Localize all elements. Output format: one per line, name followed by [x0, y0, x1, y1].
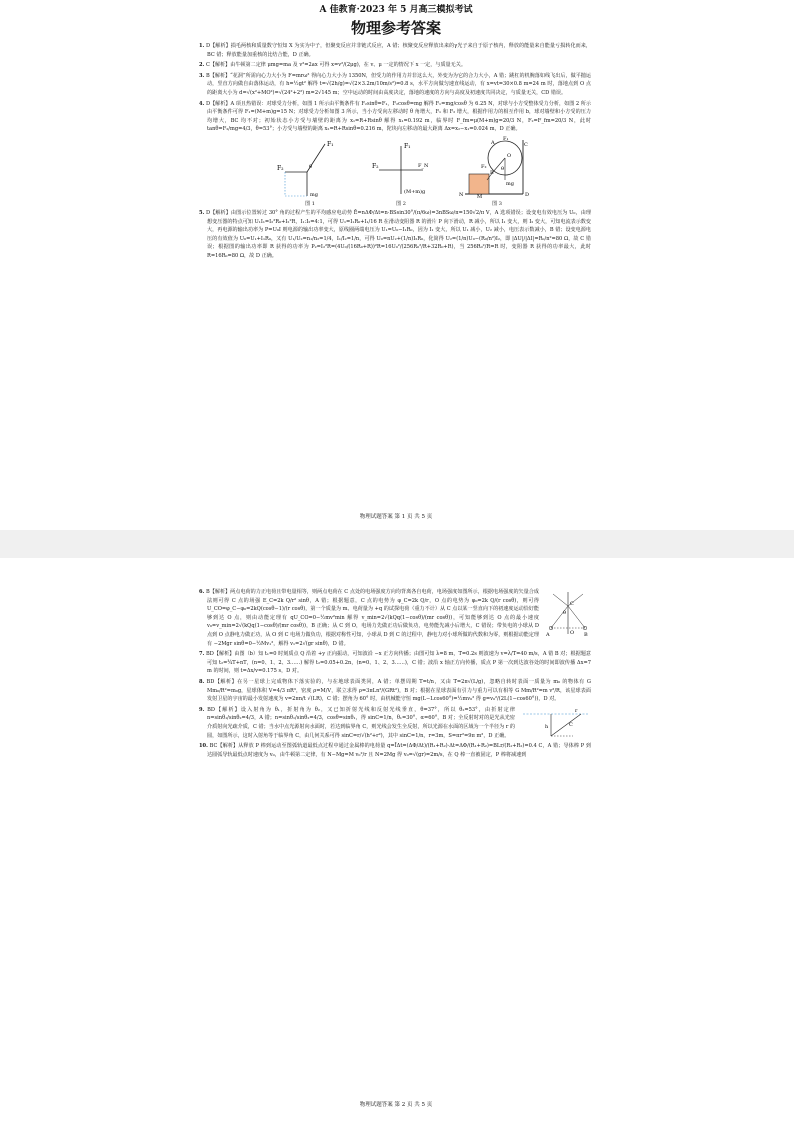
answer-text: D【解析】由图示位置转过 30° 角的过程产生的平均感应电动势 Ē=nΔΦ/Δt=n·BSsin30°/(π/6ω)=3nBSω/π=150√2/π V，A 选项错误；设变电有效电压为 U₀，由理想变压器的特点可知 U₁I₁=I₂²R₀+I₂²R，I₁:I₂=4:1，可得 U₁=I₁R₀+I₁/16 R 在滑动变阻器 R 的滑片 P 向下滑动，R 减小，所以 I₁ 变大，则 I₂ 变大，可知电流表示数变大，再电源的输出功率为 P=U₀I 则电源的输出功率变大，原线圈两端电压为 U₁=U₀−I₁R₀，因为 I₁ 变大，所以 U₁ 减小，U₂ 减小，电压表示数减小，B 错；设变电源电压的有效值为 U₀=U₁+I₁R₀，又有 U₁/U₂=n₁/n₂=1/4，I₁/I₂=1/n，可得 U₀=nU₂+(1/n)I₂R₀，化简得 U₂=(1/n)U₀−(R₀/n²)I₂，即 |ΔU|/|ΔI|=R₀/n²=80 Ω，故 C 错误；根据图的输出功率即 R 获得的功率为 P₂=I₂²R=(4U₀/(16R₀+R))²R=16U₀²/(256R₀²/R+32R₀+R)，当 256R₀²/R=R 时，变阻器 R 获得的功率最大，此时 R=16R₀=80 Ω，故 D 正确。	[206, 209, 591, 259]
label-d: D	[525, 191, 530, 198]
force-diagrams	[207, 136, 605, 207]
page-title: 物理参考答案	[350, 19, 441, 37]
answer-item	[199, 72, 591, 98]
label-f2: F₂	[372, 162, 379, 170]
answer-number: 2.	[199, 62, 205, 69]
answer-item	[199, 588, 591, 648]
answer-item	[199, 209, 591, 261]
label-o: O	[570, 630, 575, 636]
label-m: M	[477, 193, 483, 200]
answer-page-1	[187, 0, 605, 530]
label-mg: mg	[310, 191, 318, 198]
page-separator	[0, 530, 794, 558]
figure-3	[457, 136, 537, 207]
label-b: B	[490, 169, 494, 176]
answer-number: 6.	[199, 589, 205, 595]
answer-number: 5.	[199, 209, 205, 216]
answer-number: 10.	[199, 743, 208, 750]
answer-item	[199, 100, 592, 134]
answer-text: BC【解析】从释放 P 棒到运动至图弧轨道最低点过程中通过金属棒的电荷量 q=ĪΔt=(ΔΦ/Δt)/(R₁+R₂)·Δt=ΔΦ/(R₁+R₂)=BLr/(R₁+R₂)=0.4 C，A 错；导体棒 P 到达圆弧导轨最低点时速度为 v₀，由牛顿第二定律，有 N−Mg=M v₀²/r 且 N=2Mg 得 v₀=√(gr)=2m/s，在 Q 棒一直被固定，P 棒将减速到	[207, 743, 591, 758]
answer-number: 8.	[199, 678, 205, 685]
answer-number: 7.	[199, 651, 205, 658]
force-diagram-2	[371, 138, 431, 200]
answer-page-2	[187, 558, 605, 1118]
label-b: B	[584, 632, 588, 638]
answer-text: B【解析】“花洞”所需向心力大小为 F=mrω² 得向心力大小为 1350N，但受力的作用力并非这么大，外变为为它的合力大小，A 错；跳杠的机腕落如线飞出后，做平抛运动，竖直方向做自由落体运动，有 h=½gt² 解得 t=√(2h/g)=√(2×3.2m/10m/s²)=0.8 s，水平方向做匀速直线运动，有 x=vt=30×0.8 m=24 m 时，落地点到 O 点的距离大小为 d=√(x²+MO²)=√(24²+2²) m=2√145 m；空中运动的时间由高度决定，落地的速度的方向与高度及初速度共同决定，与质量无关，CD 错误。	[205, 72, 591, 96]
label-theta: θ	[563, 610, 567, 616]
label-n: N	[459, 191, 464, 198]
answer-text: C【解析】由牛顿第二定律 μmg=ma 及 v²=2ax 可得 x=v²/(2μg)，在 v、μ 一定的情况下 x 一定，与质量无关。	[205, 62, 466, 69]
wall-block-diagram	[457, 136, 537, 200]
label-c: C	[570, 601, 574, 607]
answer-item	[199, 650, 592, 676]
answer-item	[199, 61, 591, 70]
figure-caption: 图 3	[492, 200, 502, 207]
figure-1	[275, 138, 345, 207]
answer-number: 3.	[199, 72, 205, 79]
exam-header: A 佳教育·2023 年 5 月高三模拟考试	[319, 5, 473, 15]
figure-caption: 图 1	[305, 200, 315, 207]
page-footer: 物理试题答案 第 2 页 共 5 页	[359, 1102, 433, 1108]
label-mg: mg	[506, 180, 514, 187]
answer-text: B【解析】两点电荷的力正电荷且带电量相等，则两点电荷在 C 点处的电场强度方向均背离各自电荷，电场强度如图所示，根据电场强度的矢量合成法则可得 C 点的场强 E_C=2k Q/r² sinθ，A 错；根据题意，C 点的电势为 φ_C=2k Q/r，O 点的电势为 φ₀=2k Q/(r cosθ)，则可得 U_CO=φ_C−φ₀=2kQ(cosθ−1)/(r cosθ)，第一个质量为 m、电荷量为 +q 的试探电荷（重力不计）从 C 点以某一竖直向下的初速度运动恰好能够到达 O 点，则由动能定理有 qU_CO=0−½mv²min 解得 v_min=2√(kQq(1−cosθ)/(mr cosθ))，可知能够到达 O 点的最小速度 v₀=v_min=2√(kQq(1−cosθ)/(mr cosθ))，B 正确；从 C 到 O，电场力先做正功后做负功，电势能先减小后增大，C 错误；带负电的小球从 D 点到 O 点静电力做正功，从 O 到 C 电场力做负功，根据对称性可知，小球从 D 到 C 的过程中，静电力对小球所做的代数和为零，则根据动能定理有 −2Mgr sinθ=0−½Mv₁²，解得 v₁=2√(gr sinθ)，D 错。	[205, 589, 539, 647]
label-a: A	[491, 139, 495, 146]
label-f2: F₂	[481, 163, 487, 170]
label-f2: F₂	[277, 164, 284, 172]
answer-item	[199, 742, 591, 759]
label-r: r	[575, 707, 578, 714]
label-fn: F_N	[418, 162, 429, 169]
answer-number: 9.	[199, 706, 205, 713]
label-c: C	[524, 141, 528, 148]
label-f1: F₁	[327, 140, 334, 148]
answer-text: D【解析】损毛两核和质量数守恒知 X 为实为中子，但聚变反应并非链式反应，A 错；核聚变反应释放出来的γ光子来自于原子核内，释放的能量来自能量亏损转化而来，BC 错；释放能量加重核的比结合能，D 正确。	[206, 43, 592, 58]
answer-text: BD【解析】由图（b）知 t₁=0 时刻质点 Q 沿着 +y 正向振动，可知波沿 −x 正方向传播；由图可知 λ=8 m，T=0.2s 则波速为 v=λ/T=40 m/s，A 错 B 对；根据题意可知 t₂=¾T+nT，(n=0、1、2、3……) 解得 t₂=0.05+0.2n，(n=0、1、2、3……)，C 错；波沿 x 轴正方向传播，质点 P 第一次到达波谷处的时间即波传播 Δx=7 m 的时间，则 t=Δx/v=0.175 s，D 对。	[205, 651, 592, 675]
figure-caption: 图 2	[396, 200, 406, 207]
label-theta: θ	[501, 165, 505, 172]
answer-text: D【解析】A 项且热错误：对球受力分析，如图 1 所示由平衡条件有 F₂sinθ=F₁，F₂cosθ=mg 解得 F₁=mg/cosθ 为 6.25 N，对球与小方受整体受力分析，如图 2 所示由平衡条件可得 F₁=(M+m)g=15 N；对球受力分析如图 3 所示，当小方受向左移动时 θ 角增大，F₁ 和 F₂ 增大，根据作用力的相互作用 b，球对墙壁和小方受的压力均增大，BC 均不对；初始状态小方受与墙壁的距离为 x₁=R+Rsinθ 解得 x₁=0.192 m，临界时 F_fm=μ(M+m)g=20/3 N，F₂=F_fm=20/3 N，此时 tanθ=F₂/mg=4/3，θ=53°；小方受与墙壁的距离 x₂=R+Rsinθ=0.216 m，陀块向左移动的最大距离 Δx=x₂−x₁=0.024 m，D 正确。	[205, 100, 592, 133]
label-total-weight: (M+m)g	[404, 188, 426, 195]
label-f1: F₁	[503, 135, 509, 142]
answer-text: BD【解析】设入射角为 θ₁，折射角为 θ₂，又已知折射光线和反射光线垂直，θ=37°，所以 θ₂=53°，由折射定律 n=sinθ₁/sinθ₂=4/3，A 错；n=sinθ₁/sinθ₂=4/3，cosθ=sinθ₁，得 sinC=1/n，θ₁=30°、α=60°，B 对；全反射时对的是光从光密介质射向光疏介质，C 错；当水中点光源射向水面时，若达到临界角 C，则光线会发生全反射，所以光源在水面的区域为一个半径为 r 的圆，如图所示，这时入射角等于临界角 C，由几何关系可得 sinC=r/√(h²+r²)，其中 sinC=1/n，r=3m，S=πr²=9π m²，D 正确。	[207, 706, 515, 739]
charge-field-diagram	[545, 588, 591, 638]
refraction-diagram	[521, 706, 591, 740]
label-f1: F₁	[404, 142, 411, 150]
force-diagram-1	[275, 138, 345, 200]
figure-2	[371, 138, 431, 207]
answer-number: 1.	[199, 43, 205, 49]
label-h: h	[545, 723, 549, 730]
label-a: A	[546, 632, 550, 638]
answer-text: BD【解析】在另一星球上完成物体下落实验的，与在地球表面类同，A 错；单摆周期 T=t/n，又由 T=2π√(L/g)，忽略自转时表面一质量为 m₀ 的物体有 G Mm₀/R²=m₀g，星球体积 V=4/3 πR³，密度 ρ=M/V，联立求得 ρ=3πLn²/(GRt²)，B 对；根据在星球表面有引力与重力可以有相等 G Mm/R²=m v²/R，该星球表面发射卫星的宇宙的最小发射速度为 v=2πn/t √(LR)，C 错；摆角为 60° 时，由机械能守恒 mg(L−Lcos60°)=½mv₀² 得 g=v₀²/(2L(1−cos60°))，D 对。	[206, 678, 591, 703]
answer-item	[199, 706, 591, 740]
label-o: O	[507, 152, 512, 159]
page-footer: 物理试题答案 第 1 页 共 5 页	[359, 514, 433, 520]
label-theta: θ	[309, 163, 313, 170]
answer-item	[199, 42, 592, 59]
label-c: C	[569, 721, 573, 728]
answer-number: 4.	[199, 100, 205, 107]
answer-item	[199, 678, 591, 704]
